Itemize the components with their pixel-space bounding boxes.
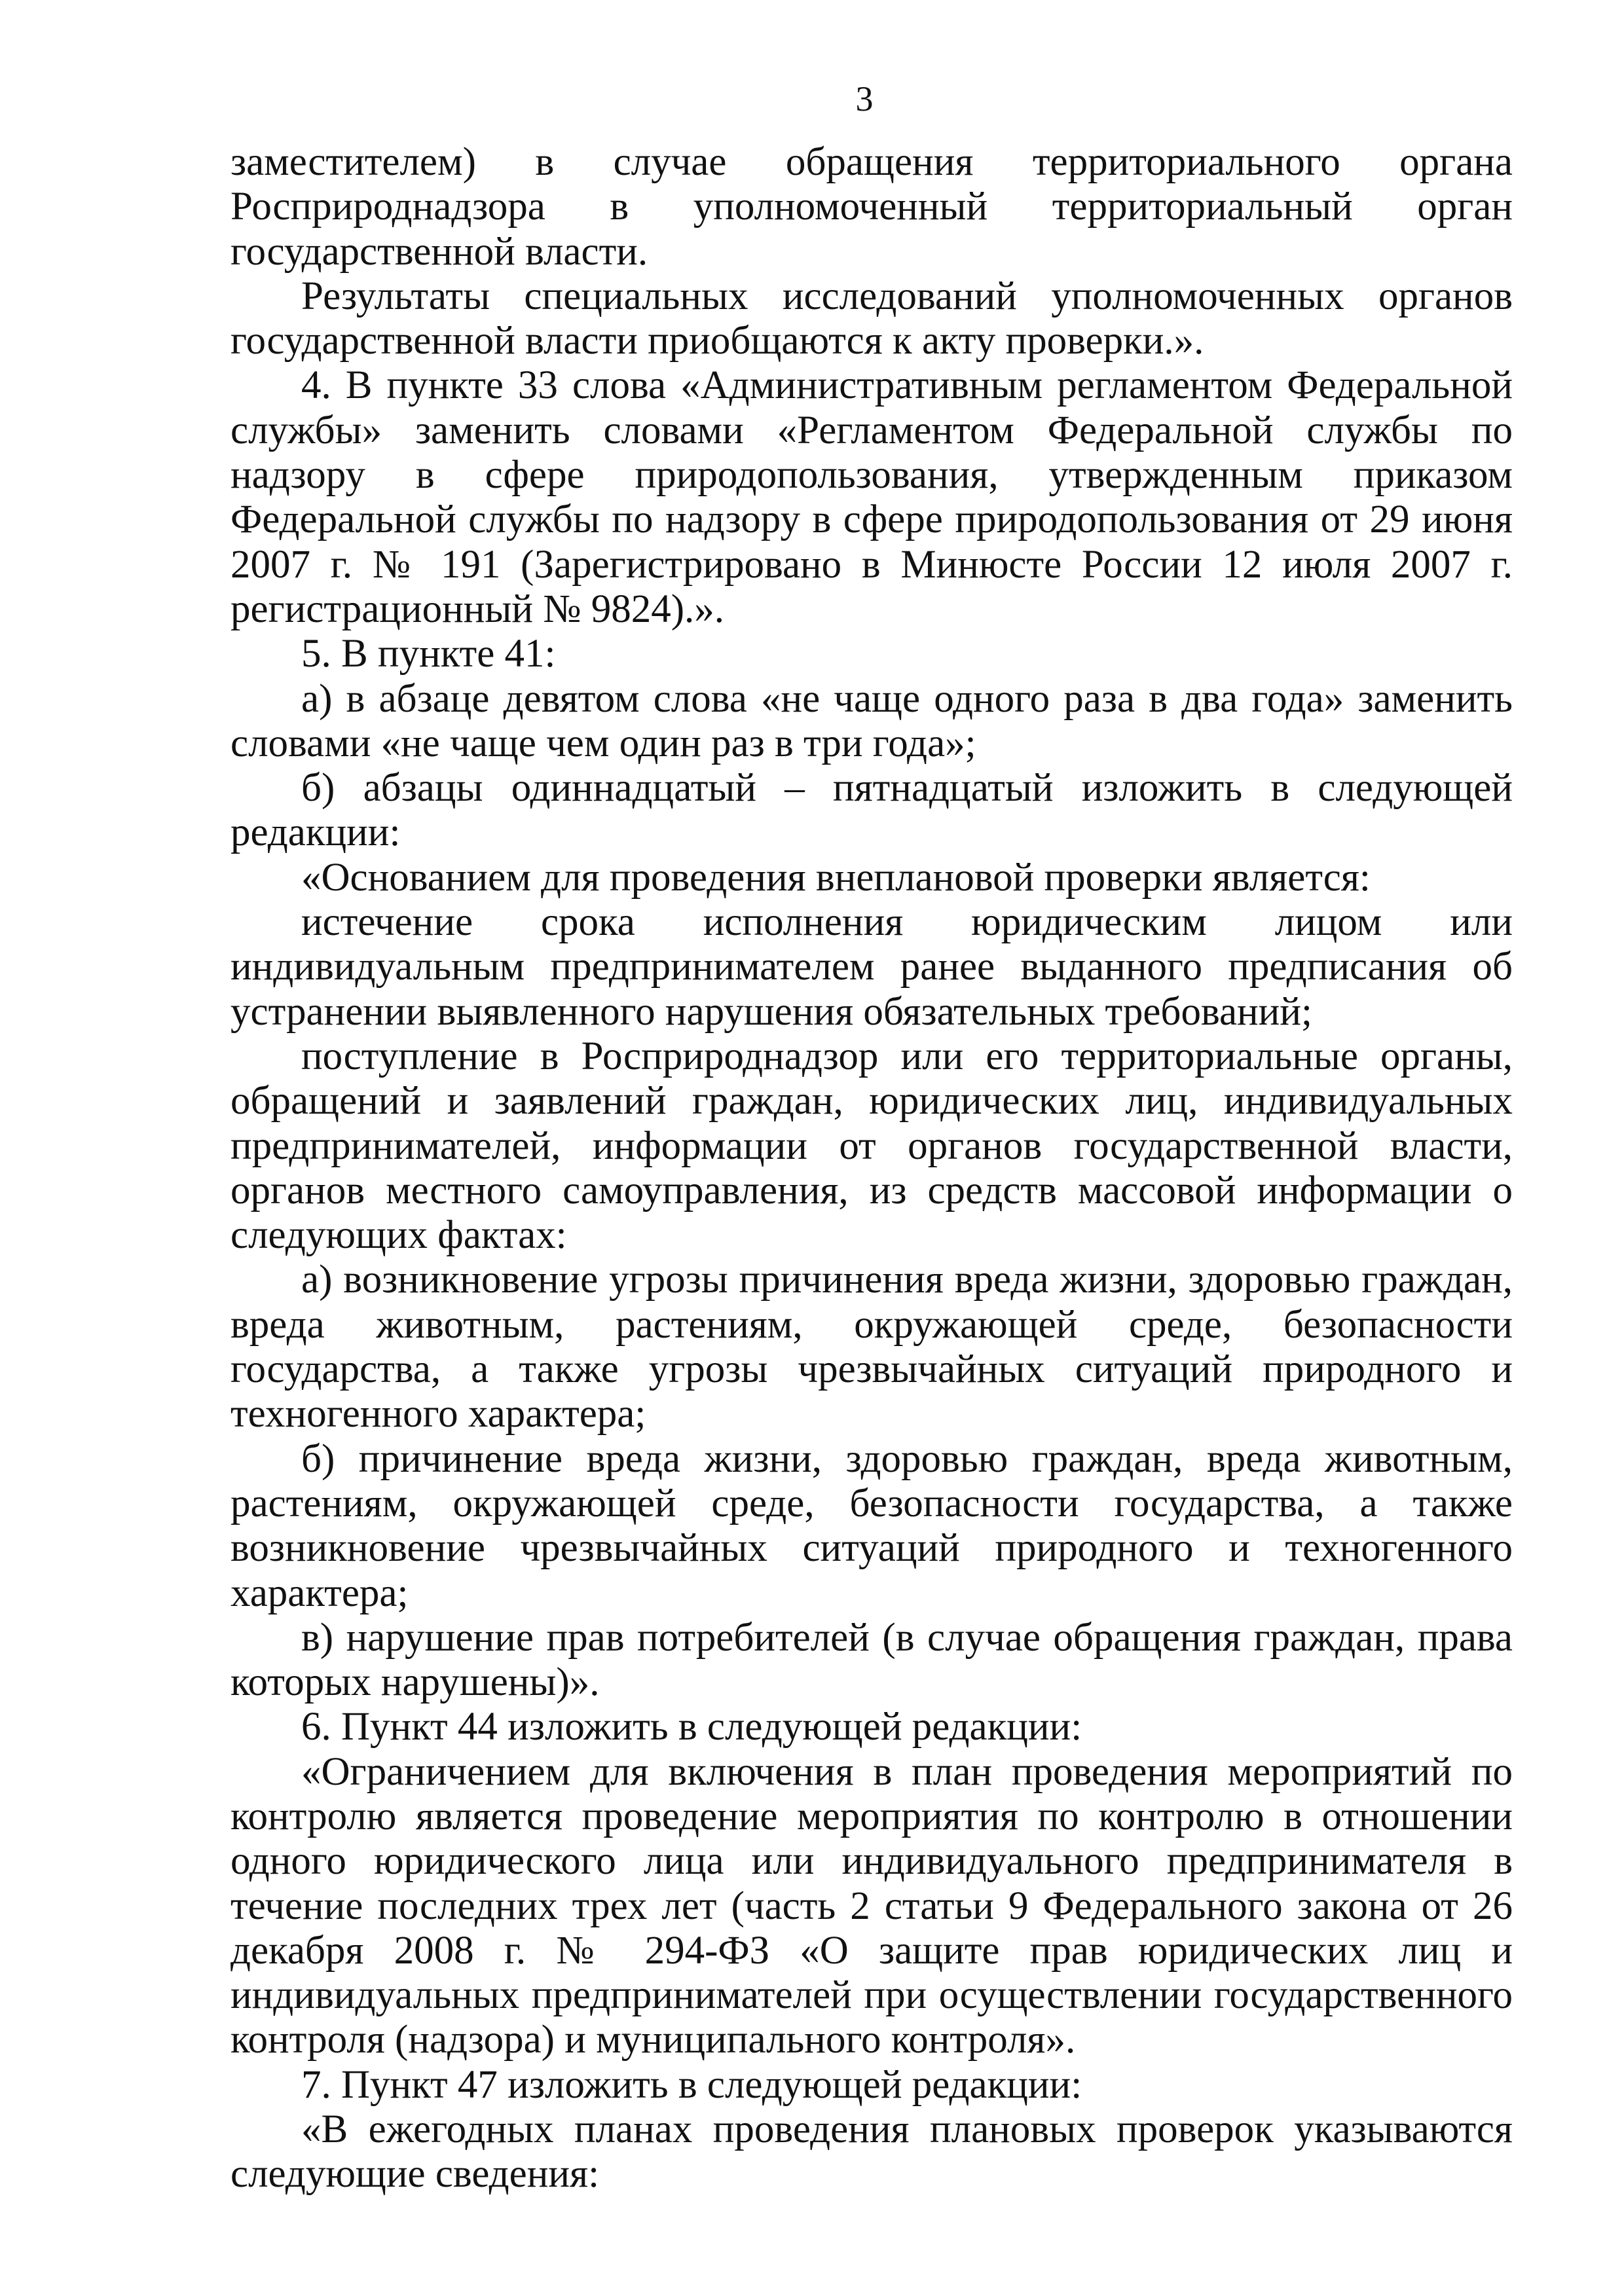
paragraph-fact-a: а) возникновение угрозы причинения вреда жизни, здоровью граждан, вреда животным, растениям, окружающей среде, безопасности государства, а также угрозы чрезвычайных ситуаций природного и техногенного характера; xyxy=(231,1258,1513,1436)
paragraph-annual-plans: «В ежегодных планах проведения плановых проверок указываются следующие сведения: xyxy=(231,2107,1513,2196)
paragraph-item-5a: а) в абзаце девятом слова «не чаще одного раза в два года» заменить словами «не чаще чем один раз в три года»; xyxy=(231,676,1513,765)
paragraph-limitation: «Ограничением для включения в план проведения мероприятий по контролю является проведение мероприятия по контролю в отношении одного юридического лица или индивидуального предпринимателя в течение последних трех лет (часть 2 статьи 9 Федерального закона от 26 декабря 2008 г. № 294-ФЗ «О защите прав юридических лиц и индивидуальных предпринимателей при осуществлении государственного контроля (надзора) и муниципального контроля». xyxy=(231,1749,1513,2062)
paragraph-fact-c: в) нарушение прав потребителей (в случае обращения граждан, права которых нарушены)». xyxy=(231,1615,1513,1705)
paragraph-receipt: поступление в Росприроднадзор или его территориальные органы, обращений и заявлений граждан, юридических лиц, индивидуальных предпринимателей, информации от органов государственной власти, органов местного самоуправления, из средств массовой информации о следующих фактах: xyxy=(231,1034,1513,1258)
document-body xyxy=(231,140,1513,2197)
paragraph-grounds: «Основанием для проведения внеплановой проверки является: xyxy=(301,855,1371,900)
paragraph-expiry: истечение срока исполнения юридическим лицом или индивидуальным предпринимателем ранее выданного предписания об устранении выявленного нарушения обязательных требований; xyxy=(231,900,1513,1034)
paragraph-item-5: 5. В пункте 41: xyxy=(301,632,556,676)
page-number: 3 xyxy=(855,79,874,118)
paragraph-item-7: 7. Пункт 47 изложить в следующей редакции: xyxy=(301,2062,1082,2107)
paragraph-item-4: 4. В пункте 33 слова «Административным регламентом Федеральной службы» заменить словами «Регламентом Федеральной службы по надзору в сфере природопользования, утвержденным приказом Федеральной службы по надзору в сфере природопользования от 29 июня 2007 г. № 191 (Зарегистрировано в Минюсте России 12 июля 2007 г. регистрационный № 9824).». xyxy=(231,363,1513,631)
paragraph-results: Результаты специальных исследований уполномоченных органов государственной власти приобщаются к акту проверки.». xyxy=(231,274,1513,363)
paragraph-item-5b: б) абзацы одиннадцатый – пятнадцатый изложить в следующей редакции: xyxy=(231,766,1513,855)
paragraph-item-6: 6. Пункт 44 изложить в следующей редакции: xyxy=(301,1705,1082,1749)
paragraph-continuation: заместителем) в случае обращения территориального органа Росприроднадзора в уполномоченный территориальный орган государственной власти. xyxy=(231,140,1513,274)
paragraph-fact-b: б) причинение вреда жизни, здоровью граждан, вреда животным, растениям, окружающей среде, безопасности государства, а также возникновение чрезвычайных ситуаций природного и техногенного характера; xyxy=(231,1436,1513,1615)
